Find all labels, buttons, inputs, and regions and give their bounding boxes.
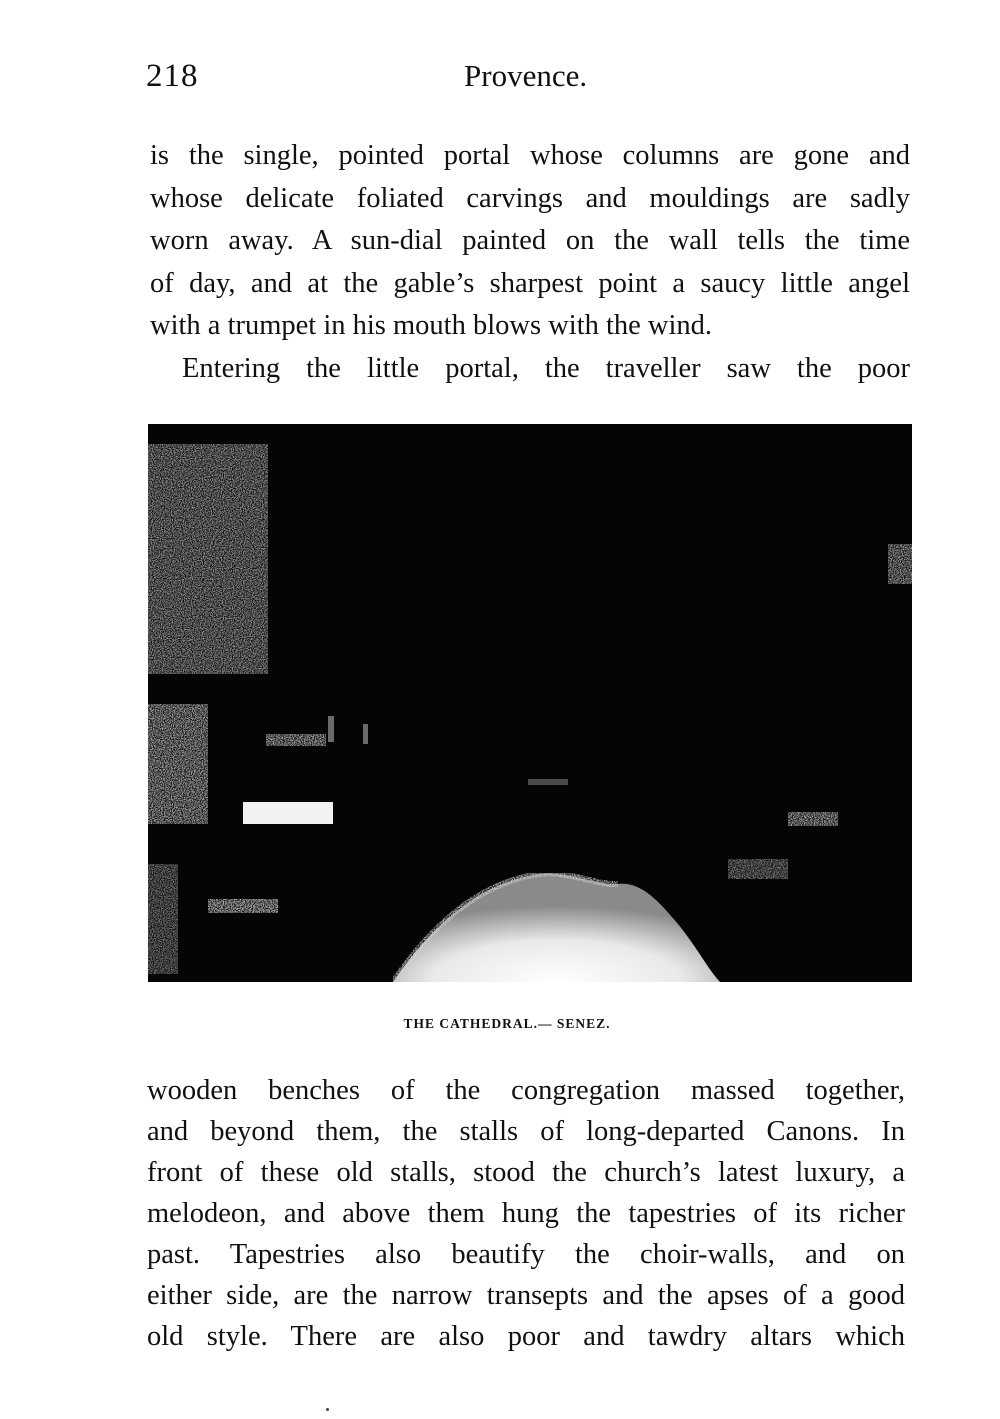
text-line: whose delicate foliated carvings and mouldings are sadly xyxy=(150,182,910,214)
running-title: Provence. xyxy=(464,58,588,93)
text-line: with a trumpet in his mouth blows with the wind. xyxy=(150,310,713,341)
figure-caption: THE CATHEDRAL.— SENEZ. xyxy=(403,1016,611,1031)
text-line: is the single, pointed portal whose columns are gone and xyxy=(150,140,910,171)
text-line: wooden benches of the congregation massed together, xyxy=(147,1075,905,1106)
text-line: of day, and at the gable’s sharpest point a saucy little angel xyxy=(150,267,910,299)
text-line: old style. There are also poor and tawdry altars which xyxy=(147,1321,905,1352)
ink-speck xyxy=(326,1408,329,1411)
page-number: 218 xyxy=(146,58,199,94)
paragraph-top xyxy=(150,135,910,390)
cathedral-photograph xyxy=(148,424,912,982)
text-line: and beyond them, the stalls of long-departed Canons. In xyxy=(147,1116,905,1147)
text-line: past. Tapestries also beautify the choir-walls, and on xyxy=(147,1239,905,1270)
text-line: front of these old stalls, stood the church’s latest luxury, a xyxy=(147,1157,905,1188)
text-line: Entering the little portal, the traveller saw the poor xyxy=(182,352,910,384)
text-line: melodeon, and above them hung the tapestries of its richer xyxy=(147,1198,905,1229)
text-line: either side, are the narrow transepts and the apses of a good xyxy=(147,1280,905,1311)
running-head xyxy=(146,58,912,102)
text-line: worn away. A sun-dial painted on the wall tells the time xyxy=(150,225,910,256)
photograph-image xyxy=(148,424,912,982)
paragraph-bottom xyxy=(147,1070,905,1357)
